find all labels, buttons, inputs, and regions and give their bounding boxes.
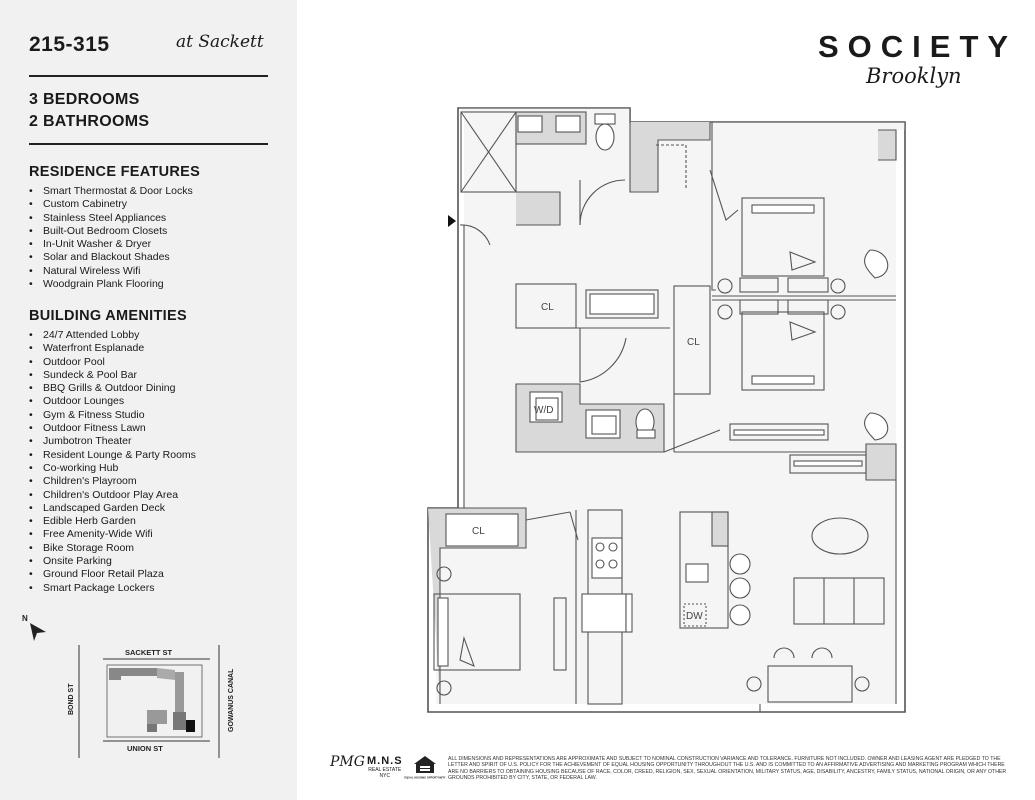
equal-housing-icon [404, 754, 446, 780]
list-item: • 24/7 Attended Lobby [29, 329, 140, 341]
street-label-west: BOND ST [68, 683, 75, 715]
floorplan [420, 100, 920, 720]
list-item: • Built-Out Bedroom Closets [29, 224, 168, 237]
residence-features-list [29, 185, 193, 291]
pmg-logo: PMG [330, 754, 365, 770]
brand-script: Brooklyn [866, 64, 962, 88]
list-item: • Outdoor Pool [29, 355, 105, 368]
dishwasher-label: DW [686, 611, 703, 622]
bathroom-count: 2 BATHROOMS [29, 113, 150, 130]
list-item: • Outdoor Fitness Lawn [29, 422, 146, 435]
list-item: • Sundeck & Pool Bar [29, 368, 137, 381]
building-footprint [107, 665, 202, 737]
compass-icon [18, 610, 52, 644]
list-item: • Children's Outdoor Play Area [29, 488, 179, 501]
toilet [596, 124, 614, 150]
list-item: • Waterfront Esplanade [29, 342, 145, 355]
building-amenities-list [29, 329, 196, 595]
mns-subtitle: REAL ESTATE [368, 767, 402, 773]
unit-number: 215-315 [29, 33, 110, 56]
list-item: • Smart Package Lockers [29, 581, 155, 594]
divider [29, 143, 268, 145]
list-item: • Outdoor Lounges [29, 395, 125, 408]
list-item: • Co-working Hub [29, 461, 119, 474]
mns-subtitle: NYC [379, 773, 391, 779]
site-map [55, 640, 245, 768]
brand-logo: SOCIETY [818, 29, 1018, 64]
closet-label: CL [687, 337, 700, 348]
legal-disclaimer: ALL DIMENSIONS AND REPRESENTATIONS ARE APPROXIMATE AND SUBJECT TO NOMINAL CONSTRUCTION VARIANCE AND TOLERANCE. FURNITURE NOT INCLUDED. OWNER AND LEASING AGENT ARE PLEDGED TO THE LETTER AND SPIRIT OF U.S. POLICY FOR THE ACHIEVEMENT OF EQUAL HOUSING OPPORTUNITY THROUGHOUT THE U.S. AND IS COMMITTED TO AN AFFIRMATIVE ADVERTISING AND MARKETING PROGRAM WHICH THERE ARE NO BARRIERS TO OBTAINING HOUSING BECAUSE OF RACE, COLOR, CREED, RELIGION, SEX, SEXUAL ORIENTATION, MILITARY STATUS, AGE, DISABILITY, ANCESTRY, FAMILY STATUS, NATIONAL ORIGIN, OR ANY OTHER GROUNDS PROHIBITED BY CITY, STATE, OR FEDERAL LAW. [448, 756, 1007, 782]
info-panel [0, 0, 297, 800]
list-item: • Woodgrain Plank Flooring [29, 278, 164, 291]
list-item: • Resident Lounge & Party Rooms [29, 448, 196, 461]
refrigerator [582, 594, 626, 632]
washer-dryer-label: W/D [534, 405, 554, 416]
unit-location-script: at Sackett [176, 32, 264, 52]
list-item: • Stainless Steel Appliances [29, 211, 167, 224]
list-item: • Custom Cabinetry [29, 198, 128, 211]
list-item: • Ground Floor Retail Plaza [29, 568, 164, 581]
bedroom-count: 3 BEDROOMS [29, 91, 140, 108]
mns-logo [367, 755, 403, 779]
list-item: • Free Amenity-Wide Wifi [29, 528, 153, 541]
street-label-north: SACKETT ST [125, 648, 173, 657]
list-item: • In-Unit Washer & Dryer [29, 238, 152, 251]
list-item: • Edible Herb Garden [29, 515, 136, 528]
list-item: • Bike Storage Room [29, 541, 135, 554]
street-label-east: GOWANUS CANAL [228, 668, 235, 732]
compass-north-label: N [22, 614, 28, 623]
cooktop [592, 538, 622, 578]
list-item: • Onsite Parking [29, 555, 112, 568]
list-item: • Landscaped Garden Deck [29, 501, 165, 514]
list-item: • Smart Thermostat & Door Locks [29, 185, 193, 197]
mns-name: M.N.S [367, 755, 403, 767]
list-item: • Children's Playroom [29, 475, 137, 488]
list-item: • Solar and Blackout Shades [29, 251, 170, 264]
building-amenities-title: BUILDING AMENITIES [29, 308, 187, 324]
closet-label: CL [472, 526, 485, 537]
entry-marker [448, 215, 456, 227]
list-item: • Gym & Fitness Studio [29, 408, 145, 421]
closet-label: CL [541, 302, 554, 313]
divider [29, 75, 268, 77]
street-label-south: UNION ST [127, 744, 163, 753]
list-item: • BBQ Grills & Outdoor Dining [29, 382, 176, 395]
list-item: • Jumbotron Theater [29, 435, 132, 448]
equal-housing-label: EQUAL HOUSING OPPORTUNITY [404, 776, 446, 780]
list-item: • Natural Wireless Wifi [29, 264, 141, 277]
residence-features-title: RESIDENCE FEATURES [29, 164, 201, 180]
